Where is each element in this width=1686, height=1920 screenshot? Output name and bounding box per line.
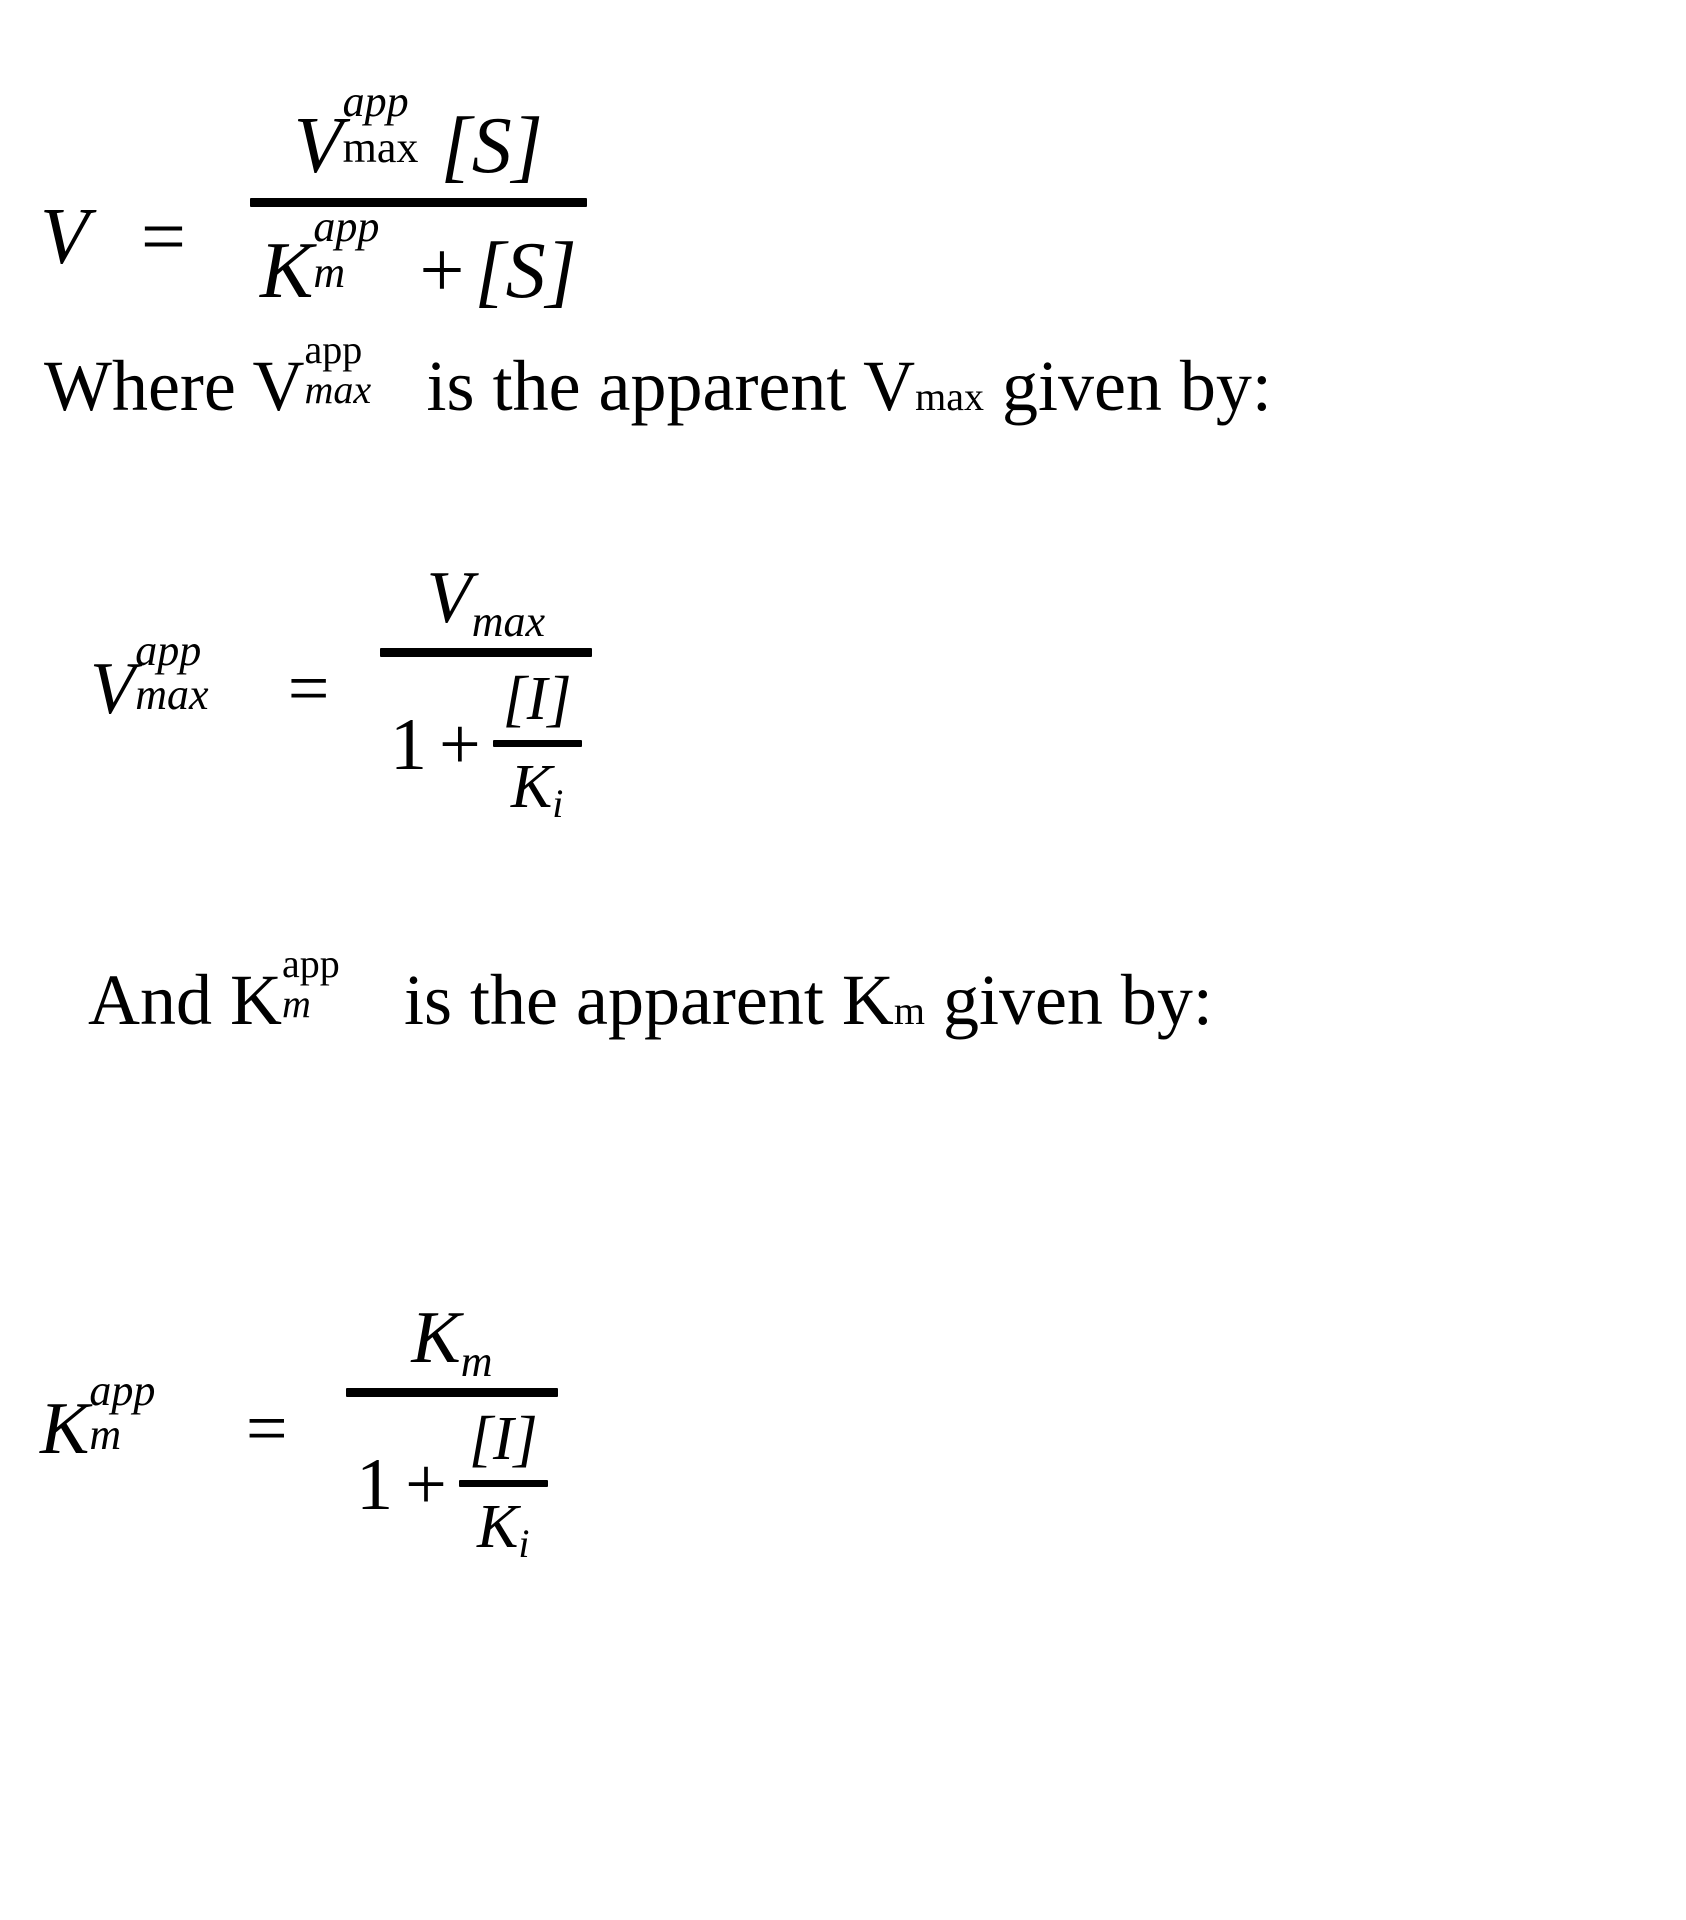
km-app-equation (40, 1297, 558, 1566)
where-sentence-scripts (304, 327, 409, 412)
equation2-equals: = (287, 647, 330, 730)
where-sentence-tail: given by: (983, 346, 1272, 426)
equation3-inner-sub: i (518, 1520, 530, 1566)
where-sentence-middle-sub: max (915, 374, 984, 419)
equation1-fraction (250, 77, 587, 315)
and-sentence-middle-sub: m (893, 988, 925, 1033)
equation3-lhs-sub: m (89, 1409, 122, 1459)
equation3-lhs-scripts (89, 1365, 197, 1459)
equation1-numerator (250, 77, 587, 190)
equation2-den-one: 1 (389, 703, 427, 786)
and-sentence-tail: given by: (924, 960, 1213, 1040)
equation3-inner-num: [I] (468, 1404, 538, 1473)
equation3-fraction-bar (346, 1388, 558, 1397)
equation2-numerator (380, 557, 592, 646)
equation2-lhs-scripts (135, 625, 247, 719)
equation1-den-plus: + (419, 227, 465, 315)
equation2-den-plus: + (438, 703, 481, 786)
equation3-fraction (346, 1297, 558, 1566)
equation3-inner-den (459, 1492, 548, 1566)
where-sentence-sup: app (304, 327, 363, 372)
equation2-inner-fraction (493, 664, 582, 826)
equation3-lhs-sup: app (89, 1365, 156, 1415)
equation1-equals: = (140, 193, 186, 281)
equation1-den-sup: app (313, 202, 380, 251)
velocity-equation (40, 77, 587, 315)
equation1-num-sup: app (342, 77, 409, 126)
equation3-den-one: 1 (356, 1443, 394, 1526)
equation1-den-sub: m (313, 248, 346, 297)
equation1-fraction-bar (250, 198, 587, 207)
where-sentence-lead: Where V (44, 346, 305, 426)
equation2-inner-fraction-bar (493, 740, 582, 747)
and-sentence-scripts (282, 941, 386, 1026)
equation2-num-sub: max (471, 597, 546, 646)
equation3-equals: = (245, 1387, 288, 1470)
equation2-denominator (380, 664, 592, 826)
equation2-fraction (380, 557, 592, 826)
equation2-inner-K: K (510, 752, 553, 821)
equation1-lhs-V: V (40, 193, 89, 281)
equation1-den-substrate: [S] (474, 227, 577, 315)
equation3-inner-K: K (477, 1492, 519, 1561)
equation3-num-sub: m (460, 1337, 493, 1386)
equation1-num-sub: max (342, 123, 419, 172)
equation2-lhs-sub: max (135, 669, 209, 719)
and-sentence-middle: is the apparent K (386, 960, 894, 1040)
equation3-lhs-K: K (40, 1387, 90, 1470)
equation2-fraction-bar (380, 648, 592, 657)
equation2-inner-sub: i (552, 780, 564, 826)
equation1-num-scripts (342, 77, 437, 172)
equation3-inner-fraction-bar (459, 1480, 548, 1487)
equation3-num-K: K (411, 1297, 461, 1379)
equation3-inner-fraction (459, 1404, 548, 1566)
equation2-inner-den (493, 752, 582, 826)
equation3-denominator (346, 1404, 558, 1566)
equation2-inner-num: [I] (502, 664, 572, 733)
and-sentence-sub: m (282, 981, 311, 1026)
and-km-sentence (88, 941, 1213, 1042)
equation2-lhs-sup: app (135, 625, 202, 675)
vmax-app-equation (90, 557, 592, 826)
equation3-den-plus: + (405, 1443, 447, 1526)
equation1-denominator (250, 202, 587, 315)
where-sentence-middle: is the apparent V (408, 346, 916, 426)
where-vmax-sentence (44, 327, 1272, 428)
equation2-lhs-V: V (90, 647, 136, 730)
where-sentence-sub: max (304, 367, 372, 412)
equation1-den-scripts (313, 202, 409, 297)
equation2-num-V: V (426, 557, 472, 639)
equation1-num-V: V (293, 102, 343, 190)
equation1-num-substrate: [S] (440, 102, 543, 190)
and-sentence-lead: And K (88, 960, 282, 1040)
equation3-numerator (346, 1297, 558, 1386)
and-sentence-sup: app (282, 941, 340, 986)
equation1-den-K: K (260, 227, 314, 315)
